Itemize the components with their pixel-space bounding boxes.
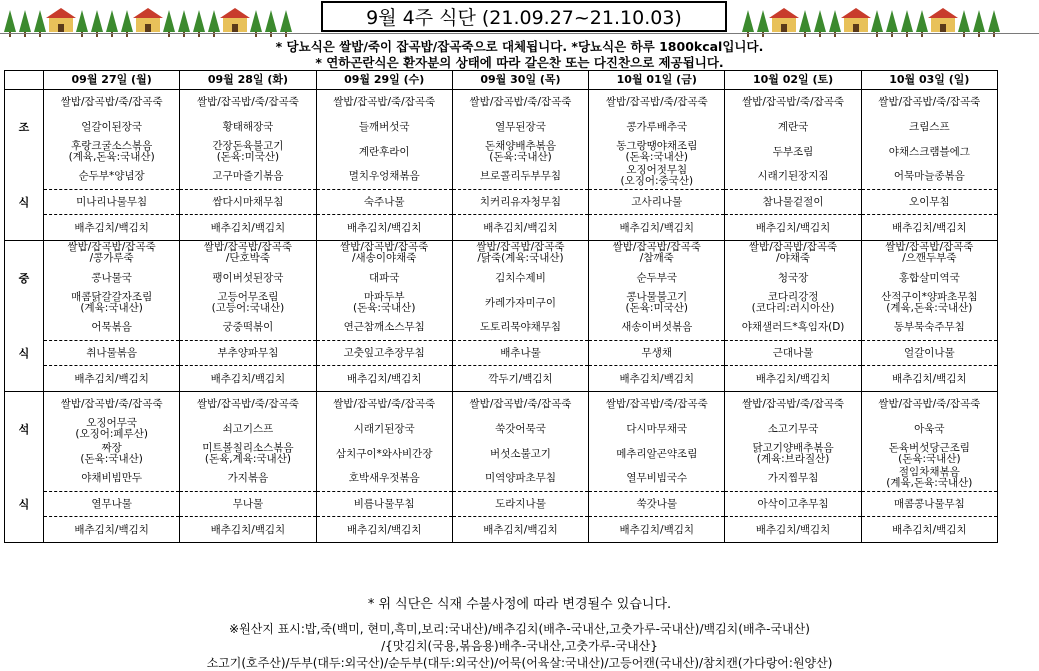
menu-item-line: (돈육:국내산): [489, 150, 552, 163]
menu-item: [180, 290, 316, 315]
note-diabetic: * 당뇨식은 쌀밥/죽이 잡곡밥/잡곡죽으로 대체됩니다. *당뇨식은 하루 1800kcal입니다.: [275, 39, 764, 54]
menu-item-line: 쌀밥/잡곡밥/잡곡죽: [67, 241, 156, 254]
menu-item: 배추김치/백김치: [44, 366, 180, 392]
tree-icon: [871, 10, 883, 32]
day-header: 09월 29일 (수): [316, 71, 452, 90]
menu-item: 매콤콩나물무침: [861, 491, 997, 517]
meal-label-top: 중: [18, 271, 30, 285]
menu-item: [44, 290, 180, 315]
tree-icon: [829, 10, 841, 32]
tree-icon: [250, 10, 262, 32]
tree-icon: [901, 10, 913, 32]
menu-row: [5, 340, 998, 366]
menu-item: 새송이버섯볶음: [589, 315, 725, 340]
menu-item-line: 미트볼칠리소스볶음: [202, 441, 294, 454]
menu-item: 쌈다시마채무침: [180, 189, 316, 215]
menu-item: [316, 241, 452, 266]
menu-item: 쌀밥/잡곡밥/죽/잡곡죽: [44, 392, 180, 417]
house-icon: [931, 18, 955, 32]
menu-item: 배추김치/백김치: [44, 215, 180, 241]
menu-item: 배추김치/백김치: [180, 366, 316, 392]
menu-row: [5, 517, 998, 543]
menu-item: 쇠고기스프: [180, 417, 316, 442]
menu-item: 들깨버섯국: [316, 115, 452, 140]
menu-item: 고춧잎고추장무침: [316, 340, 452, 366]
menu-item-line: 쌀밥/잡곡밥/잡곡죽: [885, 241, 974, 254]
tree-icon: [178, 10, 190, 32]
origin-line-3: 소고기(호주산)/두부(대두:외국산)/순두부(대두:외국산)/어묵(어육살:국내산)/고등어캔(국내산)/참치캔(가다랑어:원양산): [206, 656, 833, 670]
menu-item: 참나물겉절이: [725, 189, 861, 215]
menu-item: 치커리유자청무침: [452, 189, 588, 215]
menu-item: 도라지나물: [452, 491, 588, 517]
menu-item: 동부묵숙주무침: [861, 315, 997, 340]
tree-icon: [916, 10, 928, 32]
menu-item-line: 코다리강정: [767, 290, 819, 303]
meal-label: [5, 90, 44, 241]
menu-item-line: 간장돈육불고기: [212, 139, 284, 152]
origin-line-2: /{맛김치(국용,볶음용)배추-국내산,고춧가루-국내산}: [381, 639, 658, 653]
menu-row: [5, 189, 998, 215]
change-notice: * 위 식단은 식재 수불사정에 따라 변경될수 있습니다.: [367, 597, 672, 612]
menu-item: 호박새우젓볶음: [316, 466, 452, 491]
menu-item: 배추김치/백김치: [725, 215, 861, 241]
menu-item-line: 쌀밥/잡곡밥/잡곡죽: [748, 241, 838, 254]
tree-icon: [280, 10, 292, 32]
menu-item-line: (고등어:국내산): [211, 301, 285, 314]
day-header: 10월 02일 (토): [725, 71, 861, 90]
menu-item: 카레가자미구이: [452, 290, 588, 315]
day-header-row: [5, 71, 998, 90]
day-header: 10월 03일 (일): [861, 71, 997, 90]
menu-item: 쌀밥/잡곡밥/죽/잡곡죽: [452, 392, 588, 417]
menu-item: 배추김치/백김치: [589, 517, 725, 543]
menu-item: 도토리묵야채무침: [452, 315, 588, 340]
menu-item: 배추김치/백김치: [180, 517, 316, 543]
tree-icon: [19, 10, 31, 32]
tree-icon: [742, 10, 754, 32]
menu-item-line: 매콤닭갈갈자조림: [71, 290, 153, 303]
tree-icon: [799, 10, 811, 32]
menu-item-line: 마파두부: [363, 290, 405, 303]
menu-row: [5, 266, 998, 291]
menu-table: [4, 70, 998, 543]
meal-label-bottom: 식: [18, 195, 30, 209]
meal-label: [5, 392, 44, 543]
menu-row: [5, 366, 998, 392]
menu-item-line: (돈육:국내산): [625, 150, 688, 163]
menu-row: [5, 215, 998, 241]
menu-item: 소고기무국: [725, 417, 861, 442]
menu-item: 두부조림: [725, 139, 861, 164]
menu-item: 쌀밥/잡곡밥/죽/잡곡죽: [316, 392, 452, 417]
menu-item: 쌀밥/잡곡밥/죽/잡곡죽: [180, 392, 316, 417]
menu-item-line: (돈육:국내산): [352, 301, 416, 314]
menu-item: 쌀밥/잡곡밥/죽/잡곡죽: [180, 90, 316, 115]
tree-icon: [76, 10, 88, 32]
menu-item-line: (계육,돈육:국내산): [68, 150, 155, 163]
menu-item: 야채스크램블에그: [861, 139, 997, 164]
menu-item-line: (계육,돈육:국내산): [886, 477, 973, 490]
menu-item-line: /참깨죽: [639, 252, 674, 265]
tree-icon: [958, 10, 970, 32]
menu-item: 팽이버섯된장국: [180, 266, 316, 291]
menu-item: 배추김치/백김치: [861, 517, 997, 543]
menu-item: [861, 441, 997, 466]
menu-item-line: (오징어:중국산): [620, 175, 694, 188]
menu-item: [44, 139, 180, 164]
menu-item: 순두부국: [589, 266, 725, 291]
menu-item-line: 쌀밥/잡곡밥/잡곡죽: [203, 241, 293, 254]
menu-item: 청국장: [725, 266, 861, 291]
menu-item: 순두부*양념장: [44, 164, 180, 189]
tree-icon: [208, 10, 220, 32]
menu-item: 비름나물무침: [316, 491, 452, 517]
menu-item: 배추김치/백김치: [725, 517, 861, 543]
menu-row: [5, 417, 998, 442]
menu-row: [5, 90, 998, 115]
menu-item: 삼치구이*와사비간장: [316, 441, 452, 466]
menu-row: [5, 491, 998, 517]
menu-item-line: 짜장: [101, 441, 122, 454]
menu-item: 고구마줄기볶음: [180, 164, 316, 189]
menu-item-line: 오징어무국: [86, 416, 137, 429]
menu-item: 쑥갓나물: [589, 491, 725, 517]
menu-item-line: (돈육:국내산): [898, 452, 961, 465]
menu-item-line: 닭고기양배추볶음: [752, 441, 834, 454]
menu-item: 배추김치/백김치: [44, 517, 180, 543]
menu-item-line: 돈채양배추볶음: [484, 139, 556, 152]
menu-item: 배추김치/백김치: [316, 215, 452, 241]
meal-label: [5, 241, 44, 392]
house-icon: [844, 18, 868, 32]
menu-item: 김치수제비: [452, 266, 588, 291]
menu-item: 얼갈이나물: [861, 340, 997, 366]
menu-item: [180, 139, 316, 164]
menu-item-line: 절임차채볶음: [898, 466, 960, 479]
menu-item: 버섯소불고기: [452, 441, 588, 466]
tree-icon: [988, 10, 1000, 32]
menu-item: 배추김치/백김치: [589, 215, 725, 241]
menu-item-line: (계육:브라질산): [756, 452, 830, 465]
decoration-left: [4, 2, 292, 32]
menu-body: [5, 90, 998, 543]
menu-item: 근대나물: [725, 340, 861, 366]
menu-row: [5, 115, 998, 140]
menu-item: 콩가루배추국: [589, 115, 725, 140]
tree-icon: [265, 10, 277, 32]
menu-item: 홍합살미역국: [861, 266, 997, 291]
menu-row: [5, 466, 998, 491]
tree-icon: [121, 10, 133, 32]
menu-item: 어묵볶음: [44, 315, 180, 340]
menu-item-line: /으깬두부죽: [902, 252, 957, 265]
tree-icon: [973, 10, 985, 32]
tree-icon: [91, 10, 103, 32]
menu-item-line: 쌀밥/잡곡밥/잡곡죽: [340, 241, 429, 254]
menu-item: 쑥갓어묵국: [452, 417, 588, 442]
menu-item: [725, 441, 861, 466]
tree-icon: [193, 10, 205, 32]
menu-item-line: 콩나물불고기: [626, 290, 688, 303]
menu-item: [589, 164, 725, 189]
menu-item: 야채비빔만두: [44, 466, 180, 491]
menu-item: 미역양파초무침: [452, 466, 588, 491]
menu-item: 깍두기/백김치: [452, 366, 588, 392]
origin-line-1: ※원산지 표시:밥,죽(백미, 현미,흑미,보리:국내산)/배추김치(배추-국내산,고춧가루-국내산)/백김치(배추-국내산): [229, 622, 810, 636]
menu-item: 콩나물국: [44, 266, 180, 291]
tree-icon: [106, 10, 118, 32]
menu-item: [861, 290, 997, 315]
page-title: 9월 4주 식단 (21.09.27~21.10.03): [321, 1, 727, 32]
menu-item: 시래기된장국: [316, 417, 452, 442]
menu-item-line: 동그랑땡야채조림: [616, 139, 698, 152]
meal-label-top: 조: [18, 120, 30, 134]
day-header: 09월 27일 (월): [44, 71, 180, 90]
menu-item: 배추김치/백김치: [180, 215, 316, 241]
menu-row: [5, 139, 998, 164]
day-header: 09월 28일 (화): [180, 71, 316, 90]
house-icon: [49, 18, 73, 32]
menu-item: 대파국: [316, 266, 452, 291]
menu-item: 계란국: [725, 115, 861, 140]
menu-item: [180, 441, 316, 466]
menu-item: 멸치우엉채볶음: [316, 164, 452, 189]
menu-item: [316, 290, 452, 315]
menu-item-line: /단호박죽: [225, 252, 270, 265]
menu-item: 배추김치/백김치: [589, 366, 725, 392]
menu-row: [5, 241, 998, 266]
menu-item: 연근참깨소스무침: [316, 315, 452, 340]
menu-item: 열무비빔국수: [589, 466, 725, 491]
menu-item: [589, 290, 725, 315]
menu-item: 쌀밥/잡곡밥/죽/잡곡죽: [725, 90, 861, 115]
menu-item: 부추양파무침: [180, 340, 316, 366]
menu-item-line: /야채죽: [776, 252, 811, 265]
tree-icon: [814, 10, 826, 32]
menu-item: 배추김치/백김치: [316, 366, 452, 392]
menu-item: 무생채: [589, 340, 725, 366]
menu-item: [725, 290, 861, 315]
menu-item-line: (돈육,계육:국내산): [204, 452, 291, 465]
tree-icon: [34, 10, 46, 32]
house-icon: [223, 18, 247, 32]
menu-item-line: (계육:국내산): [80, 301, 143, 314]
menu-item: 미나리나물무침: [44, 189, 180, 215]
menu-item-line: (돈육:미국산): [625, 301, 688, 314]
menu-item-line: 쌀밥/잡곡밥/잡곡죽: [612, 241, 701, 254]
menu-item: 무나물: [180, 491, 316, 517]
menu-item: 쌀밥/잡곡밥/죽/잡곡죽: [589, 392, 725, 417]
menu-item-line: (돈육:미국산): [216, 150, 280, 163]
menu-item-line: /새송이야채죽: [352, 252, 417, 265]
menu-item: 크림스프: [861, 115, 997, 140]
tree-icon: [163, 10, 175, 32]
menu-item: [589, 241, 725, 266]
menu-item: 배추김치/백김치: [316, 517, 452, 543]
house-icon: [136, 18, 160, 32]
menu-item: 야채샐러드*흑임자(D): [725, 315, 861, 340]
header: [0, 0, 1039, 36]
menu-row: [5, 164, 998, 189]
menu-item: 가지볶음: [180, 466, 316, 491]
menu-item: 오이무침: [861, 189, 997, 215]
meal-label-top: 석: [18, 422, 30, 436]
menu-item: [861, 241, 997, 266]
menu-item: 가지찜무침: [725, 466, 861, 491]
menu-item-line: 오징어젓무침: [626, 164, 688, 177]
menu-item: 황태해장국: [180, 115, 316, 140]
menu-item: 쌀밥/잡곡밥/죽/잡곡죽: [44, 90, 180, 115]
house-icon: [772, 18, 796, 32]
menu-item: [589, 139, 725, 164]
menu-item: [861, 466, 997, 491]
menu-item: 브로콜리두부무침: [452, 164, 588, 189]
menu-item: 다시마무채국: [589, 417, 725, 442]
menu-item: 배추김치/백김치: [861, 366, 997, 392]
menu-item: 어묵마늘종볶음: [861, 164, 997, 189]
menu-item: 아삭이고추무침: [725, 491, 861, 517]
menu-item: 배추김치/백김치: [725, 366, 861, 392]
corner-cell: [5, 71, 44, 90]
menu-item: 쌀밥/잡곡밥/죽/잡곡죽: [589, 90, 725, 115]
menu-item-line: 후랑크굴소스볶음: [71, 139, 153, 152]
tree-icon: [4, 10, 16, 32]
menu-item: 얼갈이된장국: [44, 115, 180, 140]
menu-item: 쌀밥/잡곡밥/죽/잡곡죽: [316, 90, 452, 115]
menu-item: 취나물볶음: [44, 340, 180, 366]
menu-item: 쌀밥/잡곡밥/죽/잡곡죽: [861, 90, 997, 115]
menu-item: [44, 417, 180, 442]
menu-item: [452, 241, 588, 266]
menu-item: 쌀밥/잡곡밥/죽/잡곡죽: [725, 392, 861, 417]
menu-item: [44, 241, 180, 266]
tree-icon: [886, 10, 898, 32]
menu-item: 궁중떡볶이: [180, 315, 316, 340]
menu-item: 배추나물: [452, 340, 588, 366]
day-header: 10월 01일 (금): [589, 71, 725, 90]
menu-item-line: 돈육버섯당근조림: [888, 441, 970, 454]
menu-item-line: 고등어무조림: [217, 290, 279, 303]
menu-item-line: (계육,돈육:국내산): [886, 301, 973, 314]
menu-item: [44, 441, 180, 466]
menu-item-line: /닭죽(계육:국내산): [477, 252, 564, 265]
menu-row: [5, 441, 998, 466]
tree-icon: [757, 10, 769, 32]
menu-item: [725, 241, 861, 266]
decoration-right: [742, 2, 1000, 32]
menu-item-line: 쌀밥/잡곡밥/잡곡죽: [476, 241, 565, 254]
menu-item-line: 산적구이*양파초무침: [881, 290, 978, 303]
menu-item: 열무된장국: [452, 115, 588, 140]
menu-row: [5, 392, 998, 417]
menu-item: 열무나물: [44, 491, 180, 517]
menu-item: [452, 139, 588, 164]
menu-item: 계란후라이: [316, 139, 452, 164]
menu-row: [5, 315, 998, 340]
menu-item: 고사리나물: [589, 189, 725, 215]
menu-item: 숙주나물: [316, 189, 452, 215]
menu-item-line: /콩가루죽: [89, 252, 134, 265]
header-divider: [0, 33, 1039, 34]
menu-item: [180, 241, 316, 266]
menu-item-line: (돈육:국내산): [80, 452, 143, 465]
menu-item: 쌀밥/잡곡밥/죽/잡곡죽: [861, 392, 997, 417]
menu-item: 쌀밥/잡곡밥/죽/잡곡죽: [452, 90, 588, 115]
day-header: 09월 30일 (목): [452, 71, 588, 90]
menu-item: 배추김치/백김치: [861, 215, 997, 241]
menu-item: 배추김치/백김치: [452, 215, 588, 241]
menu-item: 아욱국: [861, 417, 997, 442]
menu-item: 시래기된장지짐: [725, 164, 861, 189]
menu-row: [5, 290, 998, 315]
menu-item: 배추김치/백김치: [452, 517, 588, 543]
note-dysphagia: * 연하곤란식은 환자분의 상태에 따라 갈은찬 또는 다진찬으로 제공됩니다.: [315, 55, 724, 70]
meal-label-bottom: 식: [18, 497, 30, 511]
menu-item-line: (코다리:러시아산): [751, 301, 835, 314]
meal-label-bottom: 식: [18, 346, 30, 360]
menu-item: 메추리알곤약조림: [589, 441, 725, 466]
menu-item-line: (오징어:페루산): [75, 427, 148, 440]
